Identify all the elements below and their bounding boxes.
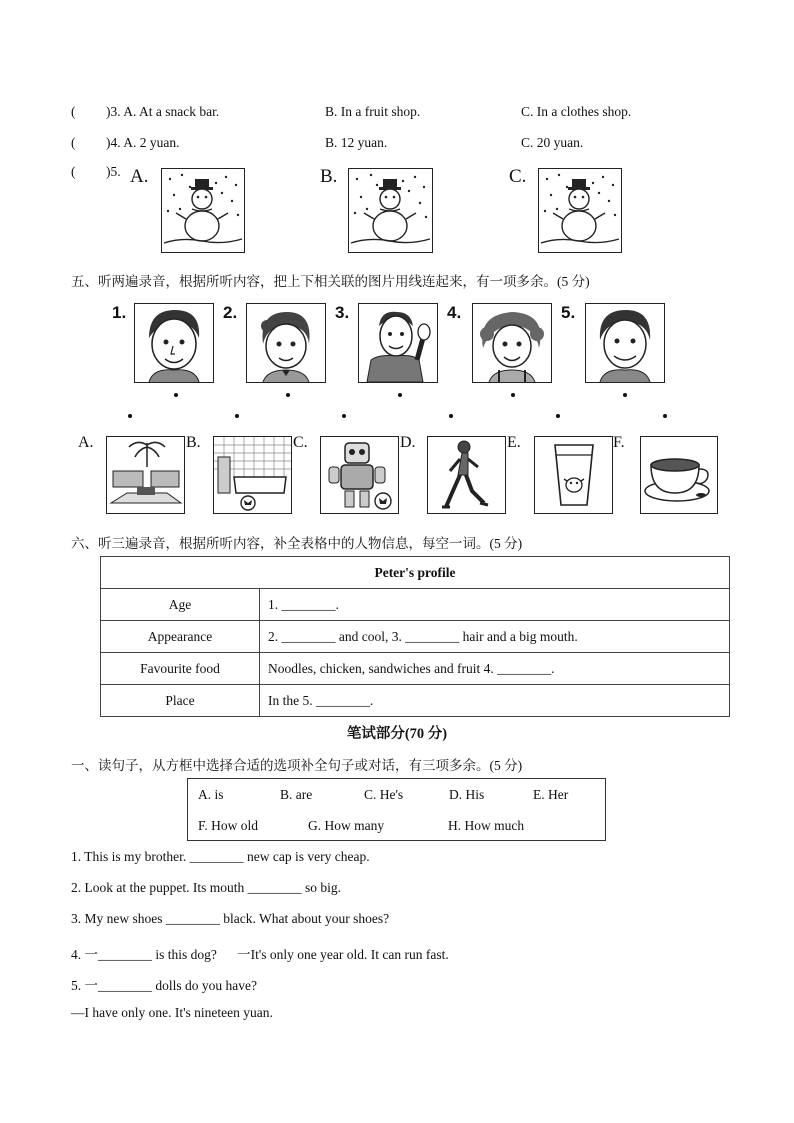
bottom-letter-d: D. <box>400 434 416 451</box>
sentence-5-answer: —I have only one. It's nineteen yuan. <box>71 1005 273 1020</box>
row-value-appearance[interactable]: 2. ________ and cool, 3. ________ hair and a big mouth. <box>260 621 730 653</box>
bottom-letter-b: B. <box>186 434 201 451</box>
robot-toy-icon <box>321 437 398 513</box>
written-heading: 笔试部分(70 分) <box>346 726 448 742</box>
bottom-picture-d <box>427 436 506 514</box>
q3-paren: ( <box>71 104 76 119</box>
profile-table-title: Peter's profile <box>101 557 730 589</box>
row-label-appearance: Appearance <box>101 621 260 653</box>
sentence-3: 3. My new shoes ________ black. What about your shoes? <box>71 911 390 926</box>
q4-option-b: B. 12 yuan. <box>325 135 388 150</box>
top-number-5: 5. <box>561 303 576 322</box>
q4-option-c: C. 20 yuan. <box>521 135 584 150</box>
q5-label-b: B. <box>320 166 338 187</box>
option-g: G. How many <box>308 818 385 833</box>
row-label-place: Place <box>101 685 260 717</box>
top-picture-5 <box>585 303 665 383</box>
top-picture-4 <box>472 303 552 383</box>
bottom-letter-c: C. <box>293 434 308 451</box>
bottom-dot-c[interactable] <box>342 414 346 418</box>
top-picture-1 <box>134 303 214 383</box>
q5-label-c: C. <box>509 166 527 187</box>
option-c: C. He's <box>364 787 404 802</box>
sentence-4: 4. 一________ is this dog? 一It's only one year old. It can run fast. <box>71 947 449 962</box>
top-dot-2[interactable] <box>286 393 290 397</box>
coffee-cup-icon <box>641 437 717 513</box>
q5-stem: )5. <box>106 164 121 179</box>
top-picture-2 <box>246 303 326 383</box>
top-dot-4[interactable] <box>511 393 515 397</box>
option-h: H. How much <box>448 818 525 833</box>
top-dot-5[interactable] <box>623 393 627 397</box>
q3-option-a: )3. A. At a snack bar. <box>106 104 220 119</box>
profile-table <box>100 556 730 717</box>
sentence-5: 5. 一________ dolls do you have? <box>71 978 257 993</box>
top-number-3: 3. <box>335 303 350 322</box>
top-dot-3[interactable] <box>398 393 402 397</box>
sentence-2: 2. Look at the puppet. Its mouth ________ so big. <box>71 880 341 895</box>
row-value-place[interactable]: In the 5. ________. <box>260 685 730 717</box>
bottom-letter-e: E. <box>507 434 521 451</box>
snowman-icon <box>539 169 621 252</box>
bottom-dot-b[interactable] <box>235 414 239 418</box>
q3-option-c: C. In a clothes shop. <box>521 104 632 119</box>
option-d: D. His <box>449 787 485 802</box>
section6-title: 六、听三遍录音，根据所听内容，补全表格中的人物信息，每空一词。(5 分) <box>71 536 523 551</box>
top-number-2: 2. <box>223 303 238 322</box>
girl-curly-face-icon <box>473 304 551 382</box>
row-value-favourite-food[interactable]: Noodles, chicken, sandwiches and fruit 4. ________. <box>260 653 730 685</box>
snowman-picture-c <box>538 168 622 253</box>
bottom-dot-a[interactable] <box>128 414 132 418</box>
bottom-dot-e[interactable] <box>556 414 560 418</box>
q5-paren: ( <box>71 164 76 179</box>
option-f: F. How old <box>198 818 259 833</box>
row-label-favourite-food: Favourite food <box>101 653 260 685</box>
word-choice-box <box>187 778 606 841</box>
snowman-picture-a <box>161 168 245 253</box>
q4-paren: ( <box>71 135 76 150</box>
bathroom-icon <box>214 437 291 513</box>
bottom-picture-f <box>640 436 718 514</box>
bottom-picture-a <box>106 436 185 514</box>
bottom-picture-e <box>534 436 613 514</box>
top-number-4: 4. <box>447 303 462 322</box>
boy-smiling-face-icon <box>586 304 664 382</box>
living-room-icon <box>107 437 184 513</box>
glass-of-milk-icon <box>535 437 612 513</box>
top-picture-3 <box>358 303 438 383</box>
top-dot-1[interactable] <box>174 393 178 397</box>
bottom-letter-a: A. <box>78 434 94 451</box>
option-a: A. is <box>198 787 224 802</box>
row-value-age[interactable]: 1. ________. <box>260 589 730 621</box>
snowman-picture-b <box>348 168 433 253</box>
option-b: B. are <box>280 787 313 802</box>
snowman-icon <box>349 169 432 252</box>
girl-face-icon <box>247 304 325 382</box>
q4-option-a: )4. A. 2 yuan. <box>106 135 180 150</box>
q3-option-b: B. In a fruit shop. <box>325 104 421 119</box>
bottom-letter-f: F. <box>613 434 625 451</box>
snowman-icon <box>162 169 244 252</box>
sentence-1: 1. This is my brother. ________ new cap is very cheap. <box>71 849 370 864</box>
boy-running-icon <box>428 437 505 513</box>
written-section1-title: 一、读句子，从方框中选择合适的选项补全句子或对话，有三项多余。(5 分) <box>71 758 523 773</box>
row-label-age: Age <box>101 589 260 621</box>
bottom-picture-b <box>213 436 292 514</box>
section5-title: 五、听两遍录音，根据所听内容，把上下相关联的图片用线连起来，有一项多余。(5 分) <box>71 274 590 289</box>
bottom-dot-d[interactable] <box>449 414 453 418</box>
bottom-dot-f[interactable] <box>663 414 667 418</box>
top-number-1: 1. <box>112 303 127 322</box>
option-e: E. Her <box>533 787 569 802</box>
q5-label-a: A. <box>130 166 149 187</box>
bottom-picture-c <box>320 436 399 514</box>
man-waving-icon <box>359 304 437 382</box>
boy-face-icon <box>135 304 213 382</box>
